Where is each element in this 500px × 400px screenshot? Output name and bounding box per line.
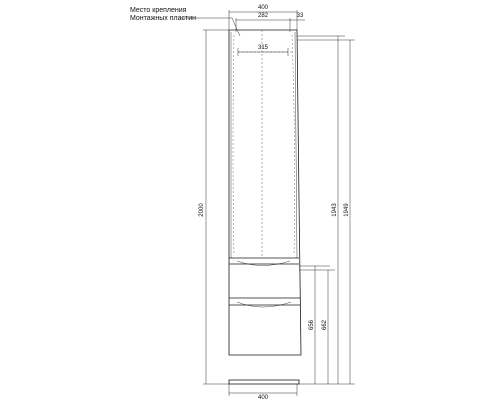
plinth	[229, 380, 299, 384]
dim-height-1949: 1949	[344, 203, 350, 217]
dim-height-662: 662	[322, 319, 328, 331]
dim-height-1943: 1943	[332, 203, 338, 217]
dim-top-width: 400	[257, 5, 269, 11]
drawers	[229, 258, 300, 307]
dim-side-offset: 33	[296, 13, 304, 19]
dim-mount-span: 315	[257, 45, 269, 51]
note-line-2: Монтажных пластин	[130, 15, 196, 22]
note-line-1: Место крепления	[130, 7, 187, 14]
dim-inner-width: 282	[257, 13, 269, 19]
dim-bottom-width: 400	[257, 395, 269, 400]
left-height-dimension	[203, 30, 229, 384]
cabinet-body	[229, 30, 301, 355]
dim-total-height: 2000	[199, 203, 205, 217]
dim-height-656: 656	[309, 319, 315, 331]
